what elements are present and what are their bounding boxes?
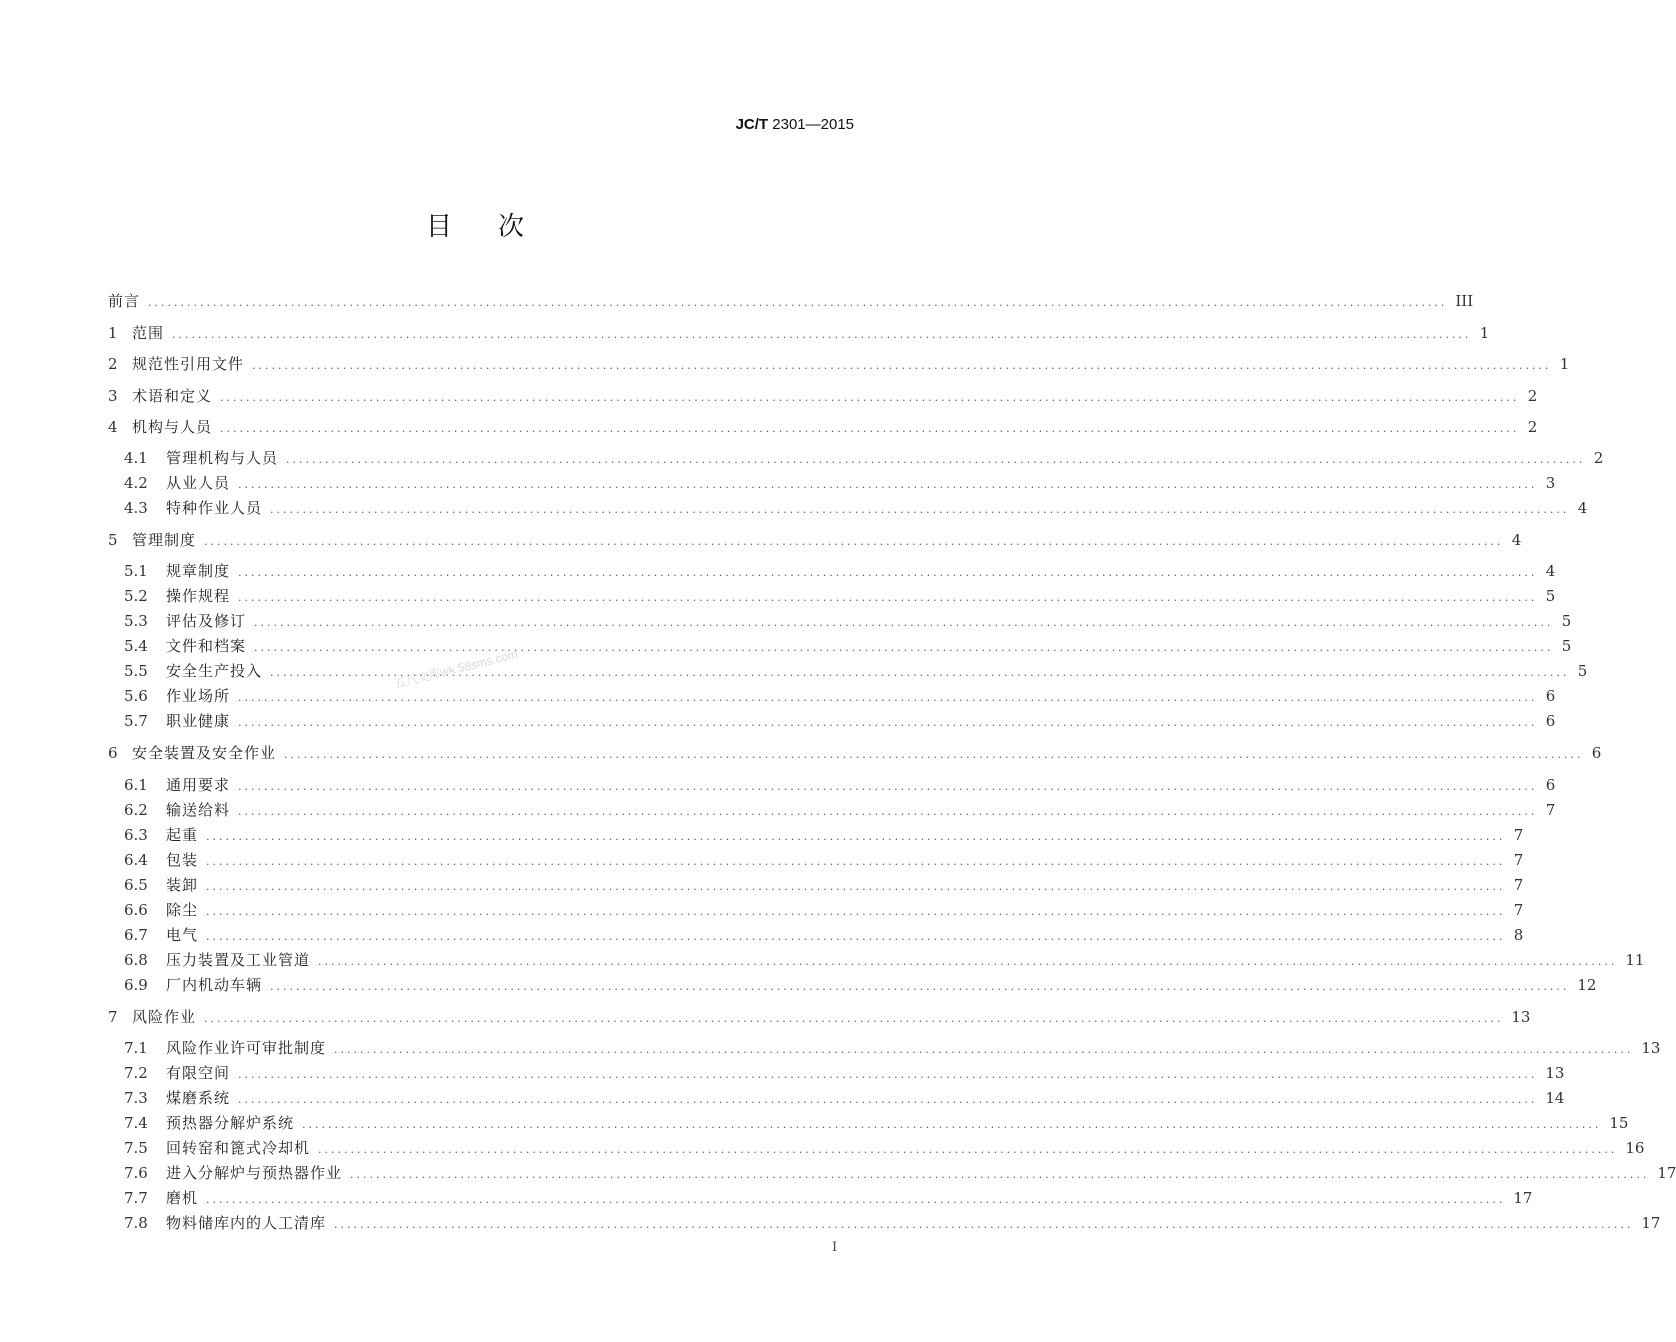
toc-entry-page: 7 (1513, 901, 1524, 919)
toc-entry-page: 13 (1545, 1064, 1565, 1082)
toc-entry-page: 4 (1577, 499, 1588, 517)
toc-entry-label: 文件和档案 (166, 637, 247, 655)
toc-entry-label: 风险作业 (132, 1008, 197, 1026)
toc-entry-page: 1 (1559, 355, 1570, 373)
toc-entry-label: 术语和定义 (132, 387, 213, 405)
toc-entry[interactable] (108, 1006, 1531, 1028)
toc-entry[interactable] (124, 899, 1524, 921)
dot-leader: ........................................................................................................................................................................................................ (238, 716, 1538, 729)
toc-entry-label: 职业健康 (166, 712, 231, 730)
toc-entry-page: 12 (1577, 976, 1597, 994)
toc-entry-page: 4 (1545, 562, 1556, 580)
toc-entry-number: 5.7 (124, 712, 148, 730)
toc-entry-number: 6.2 (124, 801, 148, 819)
toc-entry[interactable] (124, 685, 1556, 707)
toc-entry[interactable] (108, 385, 1538, 407)
toc-entry-page: 6 (1545, 776, 1556, 794)
toc-entry-number: 5.3 (124, 612, 148, 630)
toc-entry-label: 范围 (132, 324, 165, 342)
toc-entry-label: 装卸 (166, 876, 199, 894)
toc-entry-page: 17 (1641, 1214, 1661, 1232)
page-title: 目次 (425, 212, 570, 242)
toc-entry-number: 5 (108, 531, 118, 549)
dot-leader: ........................................................................................................................................................................................................ (270, 666, 1570, 679)
toc-entry-number: 6.3 (124, 826, 148, 844)
toc-entry-number: 6.4 (124, 851, 148, 869)
dot-leader: ........................................................................................................................................................................................................ (220, 391, 1520, 404)
dot-leader: ........................................................................................................................................................................................................ (270, 980, 1570, 993)
toc-entry[interactable] (124, 1212, 1661, 1234)
toc-entry[interactable] (124, 799, 1556, 821)
toc-entry-number: 7.4 (124, 1114, 148, 1132)
toc-entry-page: 7 (1513, 876, 1524, 894)
toc-entry-label: 前言 (108, 292, 141, 310)
toc-entry-number: 6.9 (124, 976, 148, 994)
toc-entry[interactable] (124, 497, 1588, 519)
dot-leader: ........................................................................................................................................................................................................ (206, 1193, 1506, 1206)
toc-entry[interactable] (124, 1137, 1645, 1159)
dot-leader: ........................................................................................................................................................................................................ (204, 1012, 1504, 1025)
toc-entry[interactable] (124, 1112, 1629, 1134)
watermark: 五八文库wk.58sms.com (392, 646, 520, 692)
toc-entry-label: 回转窑和篦式冷却机 (166, 1139, 311, 1157)
toc-entry-number: 7.3 (124, 1089, 148, 1107)
toc-entry-label: 管理制度 (132, 531, 197, 549)
toc-entry-number: 2 (108, 355, 118, 373)
toc-entry-number: 5.4 (124, 637, 148, 655)
toc-entry[interactable] (124, 774, 1556, 796)
toc-entry-label: 管理机构与人员 (166, 449, 279, 467)
toc-entry[interactable] (124, 1062, 1565, 1084)
dot-leader: ........................................................................................................................................................................................................ (204, 535, 1504, 548)
dot-leader: ........................................................................................................................................................................................................ (206, 930, 1506, 943)
dot-leader: ........................................................................................................................................................................................................ (350, 1168, 1650, 1181)
dot-leader: ........................................................................................................................................................................................................ (172, 328, 1472, 341)
toc-entry-label: 作业场所 (166, 687, 231, 705)
toc-entry-page: 2 (1527, 418, 1538, 436)
toc-entry[interactable] (108, 290, 1474, 312)
toc-entry-number: 6.5 (124, 876, 148, 894)
toc-entry-label: 评估及修订 (166, 612, 247, 630)
dot-leader: ........................................................................................................................................................................................................ (238, 780, 1538, 793)
toc-entry-page: 5 (1561, 637, 1572, 655)
dot-leader: ........................................................................................................................................................................................................ (284, 748, 1584, 761)
toc-entry-label: 规范性引用文件 (132, 355, 245, 373)
standard-prefix: JC/T (735, 116, 769, 133)
standard-number (736, 116, 854, 133)
toc-entry[interactable] (124, 1037, 1661, 1059)
toc-entry[interactable] (124, 610, 1572, 632)
toc-entry-number: 4 (108, 418, 118, 436)
toc-entry-number: 6.7 (124, 926, 148, 944)
toc-entry[interactable] (108, 322, 1490, 344)
toc-entry[interactable] (124, 447, 1604, 469)
dot-leader: ........................................................................................................................................................................................................ (254, 641, 1554, 654)
toc-entry-label: 进入分解炉与预热器作业 (166, 1164, 343, 1182)
toc-entry[interactable] (124, 949, 1645, 971)
toc-entry-number: 7.2 (124, 1064, 148, 1082)
toc-entry-label: 机构与人员 (132, 418, 213, 436)
toc-entry[interactable] (124, 585, 1556, 607)
toc-entry-page: 8 (1513, 926, 1524, 944)
toc-entry-page: 7 (1513, 826, 1524, 844)
toc-entry-page: 3 (1545, 474, 1556, 492)
dot-leader: ........................................................................................................................................................................................................ (238, 591, 1538, 604)
toc-entry-label: 煤磨系统 (166, 1089, 231, 1107)
toc-entry-label: 风险作业许可审批制度 (166, 1039, 327, 1057)
toc-entry[interactable] (124, 874, 1524, 896)
dot-leader: ........................................................................................................................................................................................................ (238, 805, 1538, 818)
toc-entry[interactable] (124, 924, 1524, 946)
dot-leader: ........................................................................................................................................................................................................ (302, 1118, 1602, 1131)
toc-entry-number: 4.1 (124, 449, 148, 467)
toc-entry-page: III (1455, 292, 1474, 310)
toc-entry-page: 14 (1545, 1089, 1565, 1107)
dot-leader: ........................................................................................................................................................................................................ (206, 830, 1506, 843)
dot-leader: ........................................................................................................................................................................................................ (254, 616, 1554, 629)
toc-entry-label: 有限空间 (166, 1064, 231, 1082)
toc-entry-number: 6 (108, 744, 118, 762)
toc-entry-page: 11 (1625, 951, 1645, 969)
dot-leader: ........................................................................................................................................................................................................ (206, 880, 1506, 893)
toc-entry-page: 15 (1609, 1114, 1629, 1132)
toc-entry-number: 4.3 (124, 499, 148, 517)
toc-entry-label: 物料储库内的人工清库 (166, 1214, 327, 1232)
toc-entry[interactable] (108, 529, 1522, 551)
toc-entry-label: 输送给料 (166, 801, 231, 819)
toc-entry-label: 除尘 (166, 901, 199, 919)
toc-entry-number: 5.6 (124, 687, 148, 705)
toc-entry-page: 7 (1545, 801, 1556, 819)
toc-entry-label: 压力装置及工业管道 (166, 951, 311, 969)
dot-leader: ........................................................................................................................................................................................................ (318, 955, 1618, 968)
toc-entry-number: 7.1 (124, 1039, 148, 1057)
toc-entry-page: 13 (1641, 1039, 1661, 1057)
toc-entry-number: 6.8 (124, 951, 148, 969)
toc-entry[interactable] (124, 849, 1524, 871)
dot-leader: ........................................................................................................................................................................................................ (270, 503, 1570, 516)
toc-entry-page: 5 (1561, 612, 1572, 630)
toc-entry-page: 17 (1513, 1189, 1533, 1207)
dot-leader: ........................................................................................................................................................................................................ (238, 478, 1538, 491)
standard-code: 2301—2015 (768, 116, 854, 133)
toc-entry-label: 磨机 (166, 1189, 199, 1207)
toc-entry-page: 6 (1591, 744, 1602, 762)
toc-entry[interactable] (108, 416, 1538, 438)
toc-entry-number: 3 (108, 387, 118, 405)
toc-entry-page: 4 (1511, 531, 1522, 549)
toc-entry-page: 5 (1577, 662, 1588, 680)
toc-entry-page: 16 (1625, 1139, 1645, 1157)
dot-leader: ........................................................................................................................................................................................................ (220, 422, 1520, 435)
toc-entry-label: 预热器分解炉系统 (166, 1114, 295, 1132)
toc-entry-number: 5.5 (124, 662, 148, 680)
dot-leader: ........................................................................................................................................................................................................ (286, 453, 1586, 466)
toc-entry-label: 起重 (166, 826, 199, 844)
toc-entry[interactable] (124, 974, 1597, 996)
dot-leader: ........................................................................................................................................................................................................ (318, 1143, 1618, 1156)
toc-entry-number: 5.2 (124, 587, 148, 605)
page-number: I (832, 1240, 838, 1255)
toc-entry-page: 2 (1527, 387, 1538, 405)
toc-entry-page: 2 (1593, 449, 1604, 467)
dot-leader: ........................................................................................................................................................................................................ (148, 296, 1448, 309)
dot-leader: ........................................................................................................................................................................................................ (238, 1093, 1538, 1106)
toc-entry-label: 特种作业人员 (166, 499, 263, 517)
toc-entry-label: 规章制度 (166, 562, 231, 580)
toc-entry-label: 通用要求 (166, 776, 231, 794)
toc-entry-number: 4.2 (124, 474, 148, 492)
toc-entry-label: 安全生产投入 (166, 662, 263, 680)
toc-entry[interactable] (124, 1162, 1676, 1184)
toc-entry[interactable] (124, 710, 1556, 732)
dot-leader: ........................................................................................................................................................................................................ (252, 359, 1552, 372)
dot-leader: ........................................................................................................................................................................................................ (334, 1043, 1634, 1056)
toc-entry-page: 5 (1545, 587, 1556, 605)
toc-entry-label: 包装 (166, 851, 199, 869)
toc-entry-label: 厂内机动车辆 (166, 976, 263, 994)
toc-entry[interactable] (124, 824, 1524, 846)
toc-entry[interactable] (124, 1087, 1565, 1109)
toc-entry[interactable] (108, 353, 1570, 375)
dot-leader: ........................................................................................................................................................................................................ (206, 905, 1506, 918)
toc-entry-label: 操作规程 (166, 587, 231, 605)
toc-entry-page: 13 (1511, 1008, 1531, 1026)
toc-entry-page: 17 (1657, 1164, 1676, 1182)
toc-entry[interactable] (124, 1187, 1533, 1209)
toc-entry[interactable] (108, 742, 1602, 764)
toc-entry-number: 1 (108, 324, 118, 342)
toc-entry-number: 6.6 (124, 901, 148, 919)
toc-entry[interactable] (124, 472, 1556, 494)
toc-entry-number: 7.8 (124, 1214, 148, 1232)
toc-entry-number: 7.7 (124, 1189, 148, 1207)
dot-leader: ........................................................................................................................................................................................................ (334, 1218, 1634, 1231)
toc-entry-label: 电气 (166, 926, 199, 944)
toc-entry-page: 6 (1545, 712, 1556, 730)
toc-entry-number: 5.1 (124, 562, 148, 580)
toc-entry[interactable] (124, 560, 1556, 582)
toc-entry-label: 安全装置及安全作业 (132, 744, 277, 762)
toc-entry-page: 7 (1513, 851, 1524, 869)
toc-entry-page: 1 (1479, 324, 1490, 342)
dot-leader: ........................................................................................................................................................................................................ (238, 566, 1538, 579)
dot-leader: ........................................................................................................................................................................................................ (238, 691, 1538, 704)
dot-leader: ........................................................................................................................................................................................................ (206, 855, 1506, 868)
dot-leader: ........................................................................................................................................................................................................ (238, 1068, 1538, 1081)
toc-entry-number: 6.1 (124, 776, 148, 794)
toc-entry-number: 7.6 (124, 1164, 148, 1182)
toc-entry-number: 7.5 (124, 1139, 148, 1157)
toc-entry-page: 6 (1545, 687, 1556, 705)
toc-entry-label: 从业人员 (166, 474, 231, 492)
toc-entry-number: 7 (108, 1008, 118, 1026)
